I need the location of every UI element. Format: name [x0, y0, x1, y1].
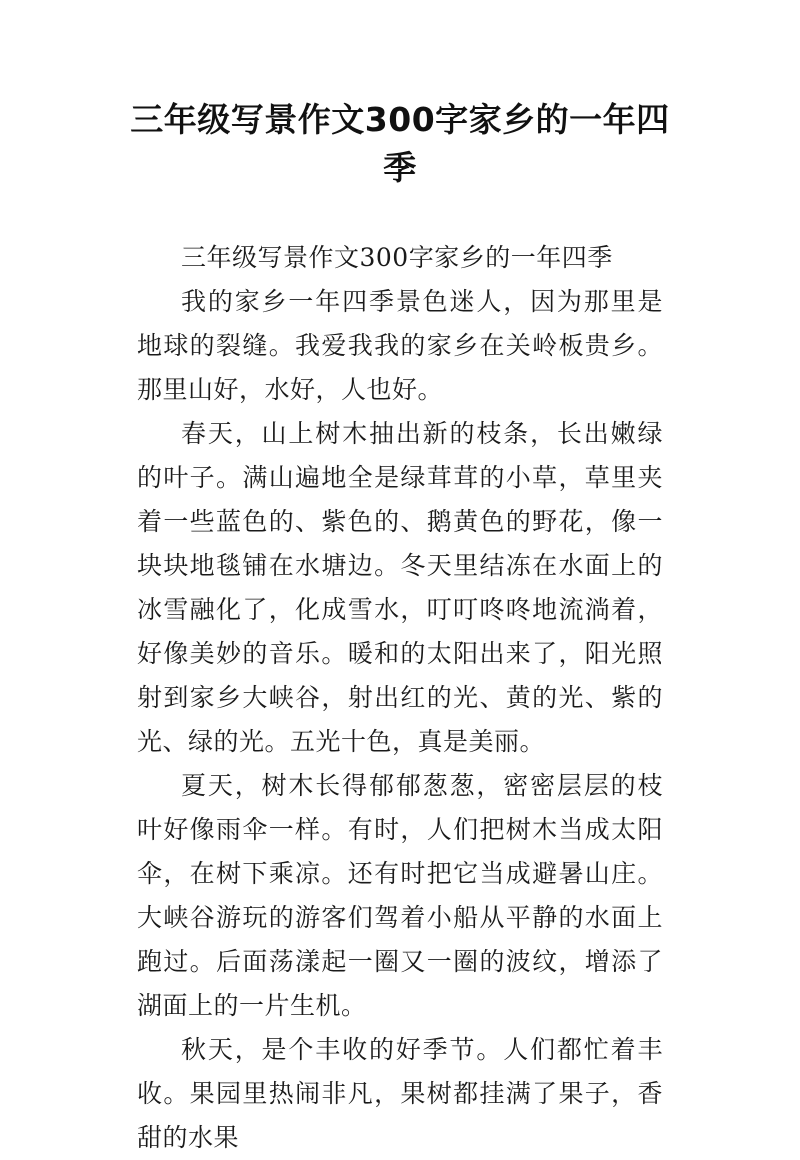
document-title: 三年级写景作文300字家乡的一年四季: [130, 100, 670, 187]
document-body: [137, 236, 663, 1160]
paragraph-summer: 夏天，树木长得郁郁葱葱，密密层层的枝叶好像雨伞一样。有时，人们把树木当成太阳伞，在树下乘凉。还有时把它当成避暑山庄。大峡谷游玩的游客们驾着小船从平静的水面上跑过。后面荡漾起一圈又一圈的波纹，增添了湖面上的一片生机。: [137, 771, 663, 1020]
paragraph-intro: 我的家乡一年四季景色迷人，因为那里是地球的裂缝。我爱我我的家乡在关岭板贵乡。那里山好，水好，人也好。: [137, 287, 663, 404]
paragraph-autumn: 秋天，是个丰收的好季节。人们都忙着丰收。果园里热闹非凡，果树都挂满了果子，香甜的水果: [137, 1035, 663, 1152]
paragraph-spring: 春天，山上树木抽出新的枝条，长出嫩绿的叶子。满山遍地全是绿茸茸的小草，草里夹着一些蓝色的、紫色的、鹅黄色的野花，像一块块地毯铺在水塘边。冬天里结冻在水面上的冰雪融化了，化成雪水，叮叮咚咚地流淌着，好像美妙的音乐。暖和的太阳出来了，阳光照射到家乡大峡谷，射出红的光、黄的光、紫的光、绿的光。五光十色，真是美丽。: [137, 419, 663, 756]
paragraph-subtitle: 三年级写景作文300字家乡的一年四季: [181, 243, 613, 272]
